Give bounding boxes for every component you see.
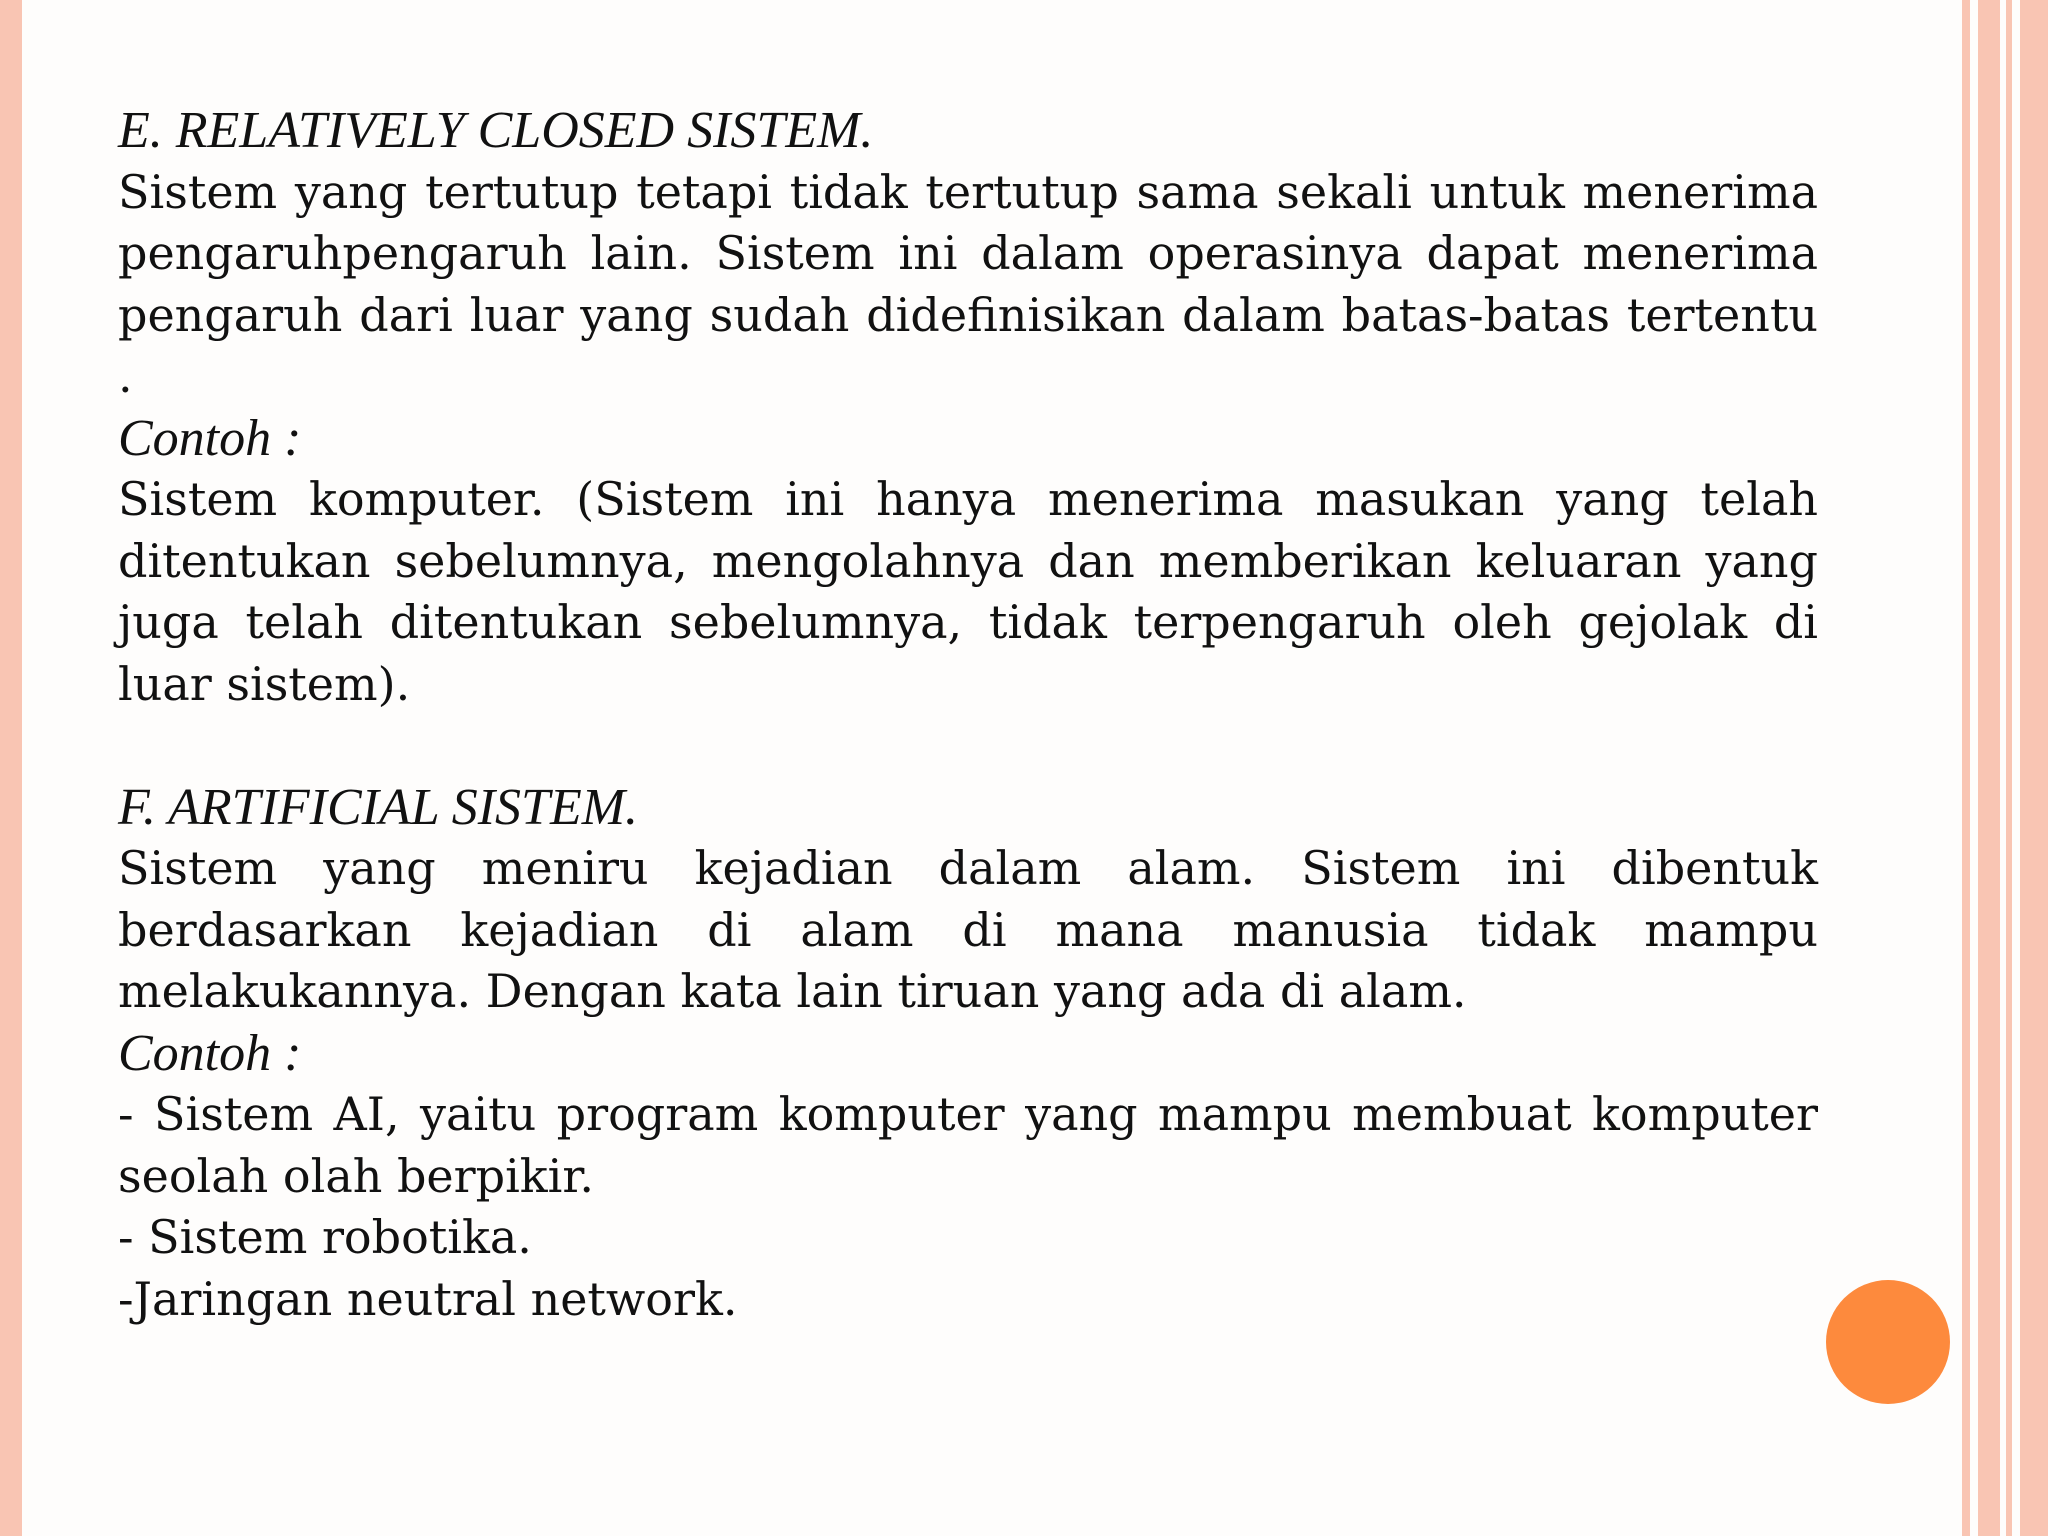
section-spacer: [118, 715, 1818, 777]
slide-content: [118, 100, 1818, 1330]
section-e-example-text: Sistem komputer. (Sistem ini hanya menerima masukan yang telah ditentukan sebelumnya, mengolahnya dan memberikan keluaran yang juga telah ditentukan sebelumnya, tidak terpengaruh oleh gejolak di luar sistem).: [118, 472, 1818, 711]
orange-circle-decoration: [1826, 1280, 1950, 1404]
right-border-stripe: [2006, 0, 2012, 1536]
section-f-example-item: - Sistem AI, yaitu program komputer yang mampu membuat komputer seolah olah berpikir.: [118, 1087, 1818, 1203]
right-border-stripe: [1978, 0, 2000, 1536]
section-f-example-item: -Jaringan neutral network.: [118, 1271, 738, 1326]
section-f-example-item: - Sistem robotika.: [118, 1210, 532, 1264]
section-f-example-label: Contoh :: [118, 1024, 302, 1082]
right-border-stripe: [2020, 0, 2048, 1536]
section-e-title: E. RELATIVELY CLOSED SISTEM.: [118, 102, 874, 159]
right-border-stripe: [1962, 0, 1970, 1536]
section-e-body: Sistem yang tertutup tetapi tidak tertutup sama sekali untuk menerima pengaruhpengaruh lain. Sistem ini dalam operasinya dapat menerima pengaruh dari luar yang sudah didefinisikan dalam batas-batas tertentu .: [118, 164, 1818, 403]
section-f-title: F. ARTIFICIAL SISTEM.: [118, 778, 639, 836]
left-border-stripe: [0, 0, 22, 1536]
section-f-body: Sistem yang meniru kejadian dalam alam. Sistem ini dibentuk berdasarkan kejadian di alam di mana manusia tidak mampu melakukannya. Dengan kata lain tiruan yang ada di alam.: [118, 841, 1818, 1018]
section-e-example-label: Contoh :: [118, 409, 302, 467]
